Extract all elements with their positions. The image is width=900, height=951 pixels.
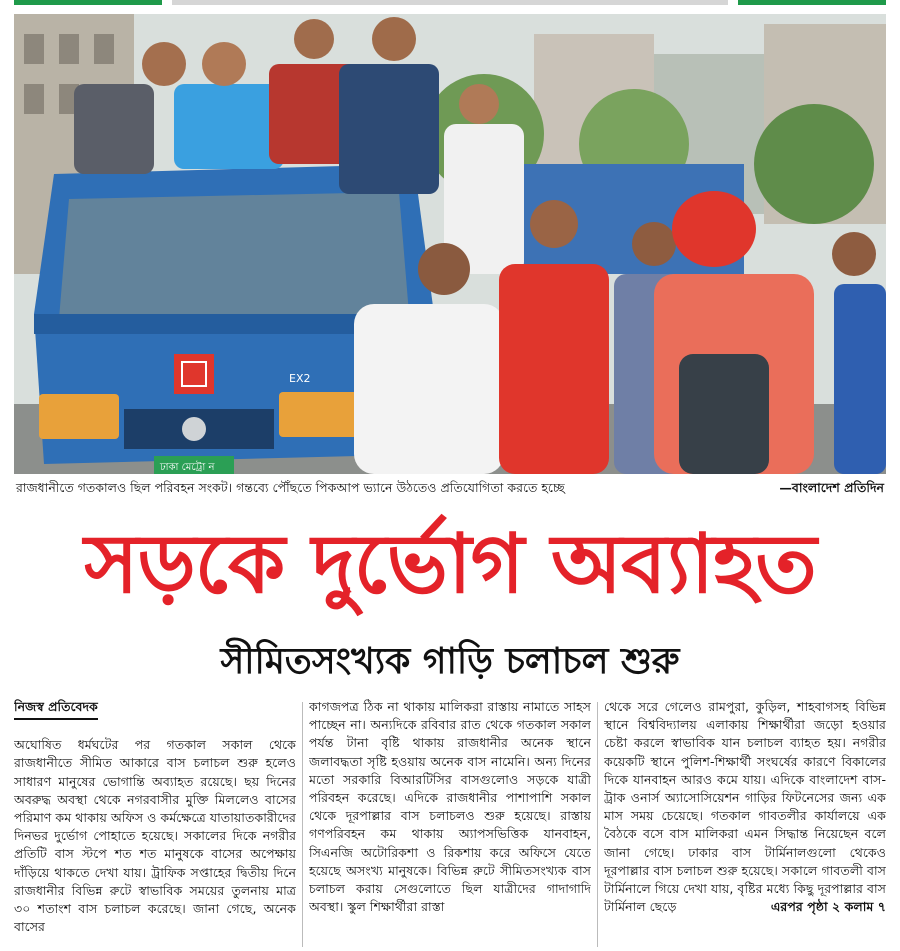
subheadline: সীমিতসংখ্যক গাড়ি চলাচল শুরু — [220, 641, 680, 682]
byline: নিজস্ব প্রতিবেদক — [14, 698, 98, 720]
news-photo — [14, 14, 886, 474]
top-strip-left — [14, 0, 162, 5]
top-color-strip — [0, 0, 900, 8]
article-column-3 — [604, 698, 886, 951]
photo-caption-row — [14, 478, 886, 500]
headline: সড়কে দুর্ভোগ অব্যাহত — [84, 516, 816, 612]
article-column-2 — [309, 698, 591, 951]
column-3-text — [604, 698, 886, 916]
article-column-1 — [14, 698, 296, 951]
column-1-text: অঘোষিত ধর্মঘটের পর গতকাল সকাল থেকে রাজধানীতে সীমিত আকারে বাস চলাচল শুরু হলেও সাধারণ মানুষের ভোগান্তি অব্যাহত রয়েছে। ছয় দিনের অবরুদ্ধ অবস্থা থেকে নগরবাসীর মুক্তি মিললেও বাসের পরিমাণ কম থাকায় অফিস ও কর্মক্ষেত্রে যাতায়াতকারীদের দিনভর দুর্ভোগ পোহাতে হয়েছে। সকালের দিকে নগরীর প্রতিটি বাস স্টপে শত শত মানুষকে বাসের অপেক্ষায় দাঁড়িয়ে থাকতে দেখা যায়। ট্রাফিক সপ্তাহের দ্বিতীয় দিনে রাজধানীর বিভিন্ন রুটে স্বাভাবিক সময়ের তুলনায় মাত্র ৩০ শতাংশ বাস চলাচল করেছে। জানা গেছে, অনেক বাসের — [14, 737, 296, 935]
column-3-body: থেকে সরে গেলেও রামপুরা, কুড়িল, শাহবাগসহ বিভিন্ন স্থানে বিশ্ববিদ্যালয় এলাকায় শিক্ষার্থীরা জড়ো হওয়ার চেষ্টা করলে স্বাভাবিক যান চলাচল ব্যাহত হয়। নগরীর কয়েকটি স্থানে পুলিশ-শিক্ষার্থী সংঘর্ষের কারণে বিকালের দিকে যানবাহন আরও কমে যায়। এদিকে বাংলাদেশ বাস-ট্রাক ওনার্স অ্যাসোসিয়েশন গাড়ির ফিটনেসের জন্য এক মাস সময় চেয়েছে। গতকাল গাবতলীর কার্যালয়ে এক বৈঠকে বসে বাস মালিকরা এমন সিদ্ধান্ত নিয়েছেন বলে জানা গেছে। ঢাকার বাস টার্মিনালগুলো থেকেও দূরপাল্লার বাস চলাচল শুরু হয়েছে। সকালে গাবতলী বাস টার্মিনালে গিয়ে দেখা যায়, বৃষ্টির মধ্যে কিছু দূরপাল্লার বাস টার্মিনাল ছেড়ে — [604, 699, 886, 915]
photo-caption: রাজধানীতে গতকালও ছিল পরিবহন সংকট। গন্তব্যে পৌঁছতে পিকআপ ভ্যানে উঠতেও প্রতিযোগিতা করতে হচ্ছে — [16, 480, 565, 495]
photo-illustration — [14, 14, 886, 474]
column-divider — [597, 702, 598, 947]
article-columns — [14, 698, 886, 951]
top-strip-right — [738, 0, 886, 5]
top-strip-middle — [172, 0, 728, 5]
column-2-text: কাগজপত্র ঠিক না থাকায় মালিকরা রাস্তায় নামাতে সাহস পাচ্ছেন না। অন্যদিকে রবিবার রাত থেকে গতকাল সকাল পর্যন্ত টানা বৃষ্টি থাকায় রাজধানীর অনেক স্থানে জলাবদ্ধতা সৃষ্টি হওয়ায় অনেক বাস নামেনি। অন্য দিনের মতো সরকারি বিআরটিসির বাসগুলোও সড়কে যাত্রী পরিবহন করেছে। এদিকে রাজধানীর পাশাপাশি সকাল থেকে দূরপাল্লার বাস চলাচলও শুরু হয়েছে। রাস্তায় গণপরিবহন কম থাকায় অ্যাপসভিত্তিক যানবাহন, সিএনজি অটোরিকশা ও রিকশায় করে অফিসে যেতে হয়েছে অসংখ্য মানুষকে। বিভিন্ন রুটে সীমিতসংখ্যক বাস চলাচল করায় সেগুলোতে ছিল যাত্রীদের গাদাগাদি অবস্থা। স্কুল শিক্ষার্থীরা রাস্তা — [309, 699, 591, 915]
photo-credit: —বাংলাদেশ প্রতিদিন — [779, 480, 884, 495]
continued-on-link[interactable]: এরপর পৃষ্ঠা ২ কলাম ৭ — [770, 899, 886, 915]
license-plate-text: ঢাকা মেট্রো ন — [160, 462, 215, 473]
vehicle-model-badge: EX2 — [289, 372, 311, 385]
column-divider — [302, 702, 303, 947]
